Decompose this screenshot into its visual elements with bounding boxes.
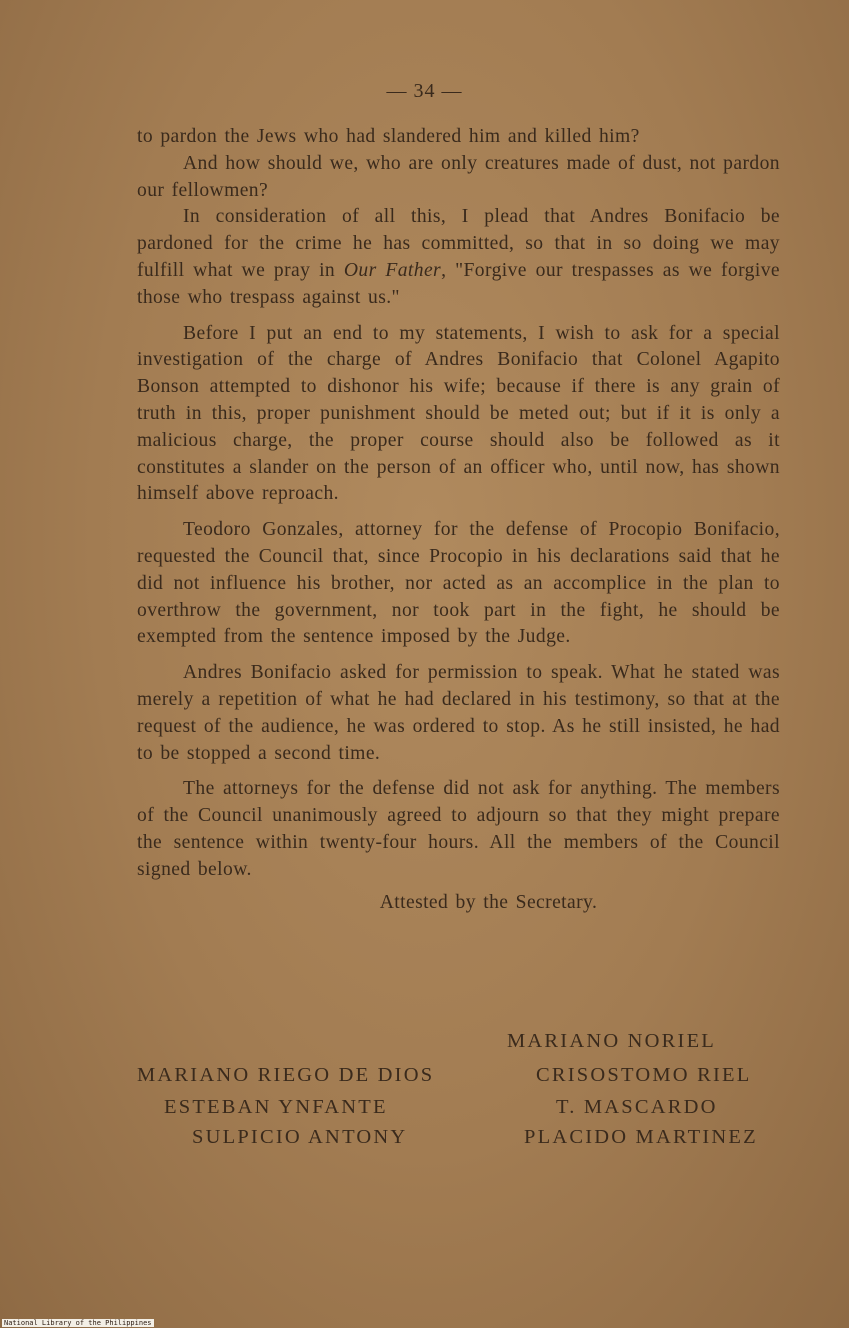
- document-body: [137, 124, 780, 916]
- signature-left-3: SULPICIO ANTONY: [192, 1126, 408, 1148]
- signature-right-1: CRISOSTOMO RIEL: [536, 1064, 752, 1086]
- paragraph-7: The attorneys for the defense did not ask for anything. The members of the Council unanimously agreed to adjourn so that they might prepare the sentence within twenty-four hours. All the members of the Council signed below.: [137, 778, 780, 880]
- signature-left-2: ESTEBAN YNFANTE: [164, 1096, 388, 1118]
- paragraph-5: Teodoro Gonzales, attorney for the defense of Procopio Bonifacio, requested the Council that, since Procopio in his declarations said that he did not influence his brother, nor acted as an accomplice in the plan to overthrow the government, nor took part in the fight, he should be exempted from the sentence imposed by the Judge.: [137, 519, 780, 648]
- paragraph-3-italic: Our Father: [343, 259, 442, 281]
- signature-left-1: MARIANO RIEGO DE DIOS: [137, 1064, 435, 1086]
- attestation-line: Attested by the Secretary.: [379, 891, 598, 913]
- page-number: — 34 —: [386, 80, 463, 102]
- signature-secretary: MARIANO NORIEL: [507, 1030, 717, 1052]
- paragraph-3-text: In consideration of all this, I plead that Andres Bonifacio be pardoned for the crime he has committed, so that in so doing we may fulfill what we pray in: [137, 206, 780, 281]
- library-footer: National Library of the Philippines: [4, 1319, 152, 1327]
- paragraph-6: Andres Bonifacio asked for permission to speak. What he stated was merely a repetition of what he had declared in his testimony, so that at the request of the audience, he was ordered to stop. As he still insisted, he had to be stopped a second time.: [137, 662, 780, 764]
- paragraph-3: [137, 204, 780, 311]
- paragraph-4: Before I put an end to my statements, I wish to ask for a special investigation of the charge of Andres Bonifacio that Colonel Agapito Bonson attempted to dishonor his wife; because if there is any grain of truth in this, proper punishment should be meted out; but if it is only a malicious charge, the proper course should also be followed as it constitutes a slander on the person of an officer who, until now, has shown himself above reproach.: [137, 322, 780, 505]
- signature-right-3: PLACIDO MARTINEZ: [524, 1126, 758, 1148]
- paragraph-3-quote: , "Forgive our trespasses as we forgive those who trespass against us.": [137, 259, 780, 308]
- paragraph-1: to pardon the Jews who had slandered him and killed him?: [137, 126, 640, 147]
- signature-right-2: T. MASCARDO: [556, 1096, 718, 1118]
- paragraph-2: And how should we, who are only creatures made of dust, not pardon our fellowmen?: [137, 152, 780, 201]
